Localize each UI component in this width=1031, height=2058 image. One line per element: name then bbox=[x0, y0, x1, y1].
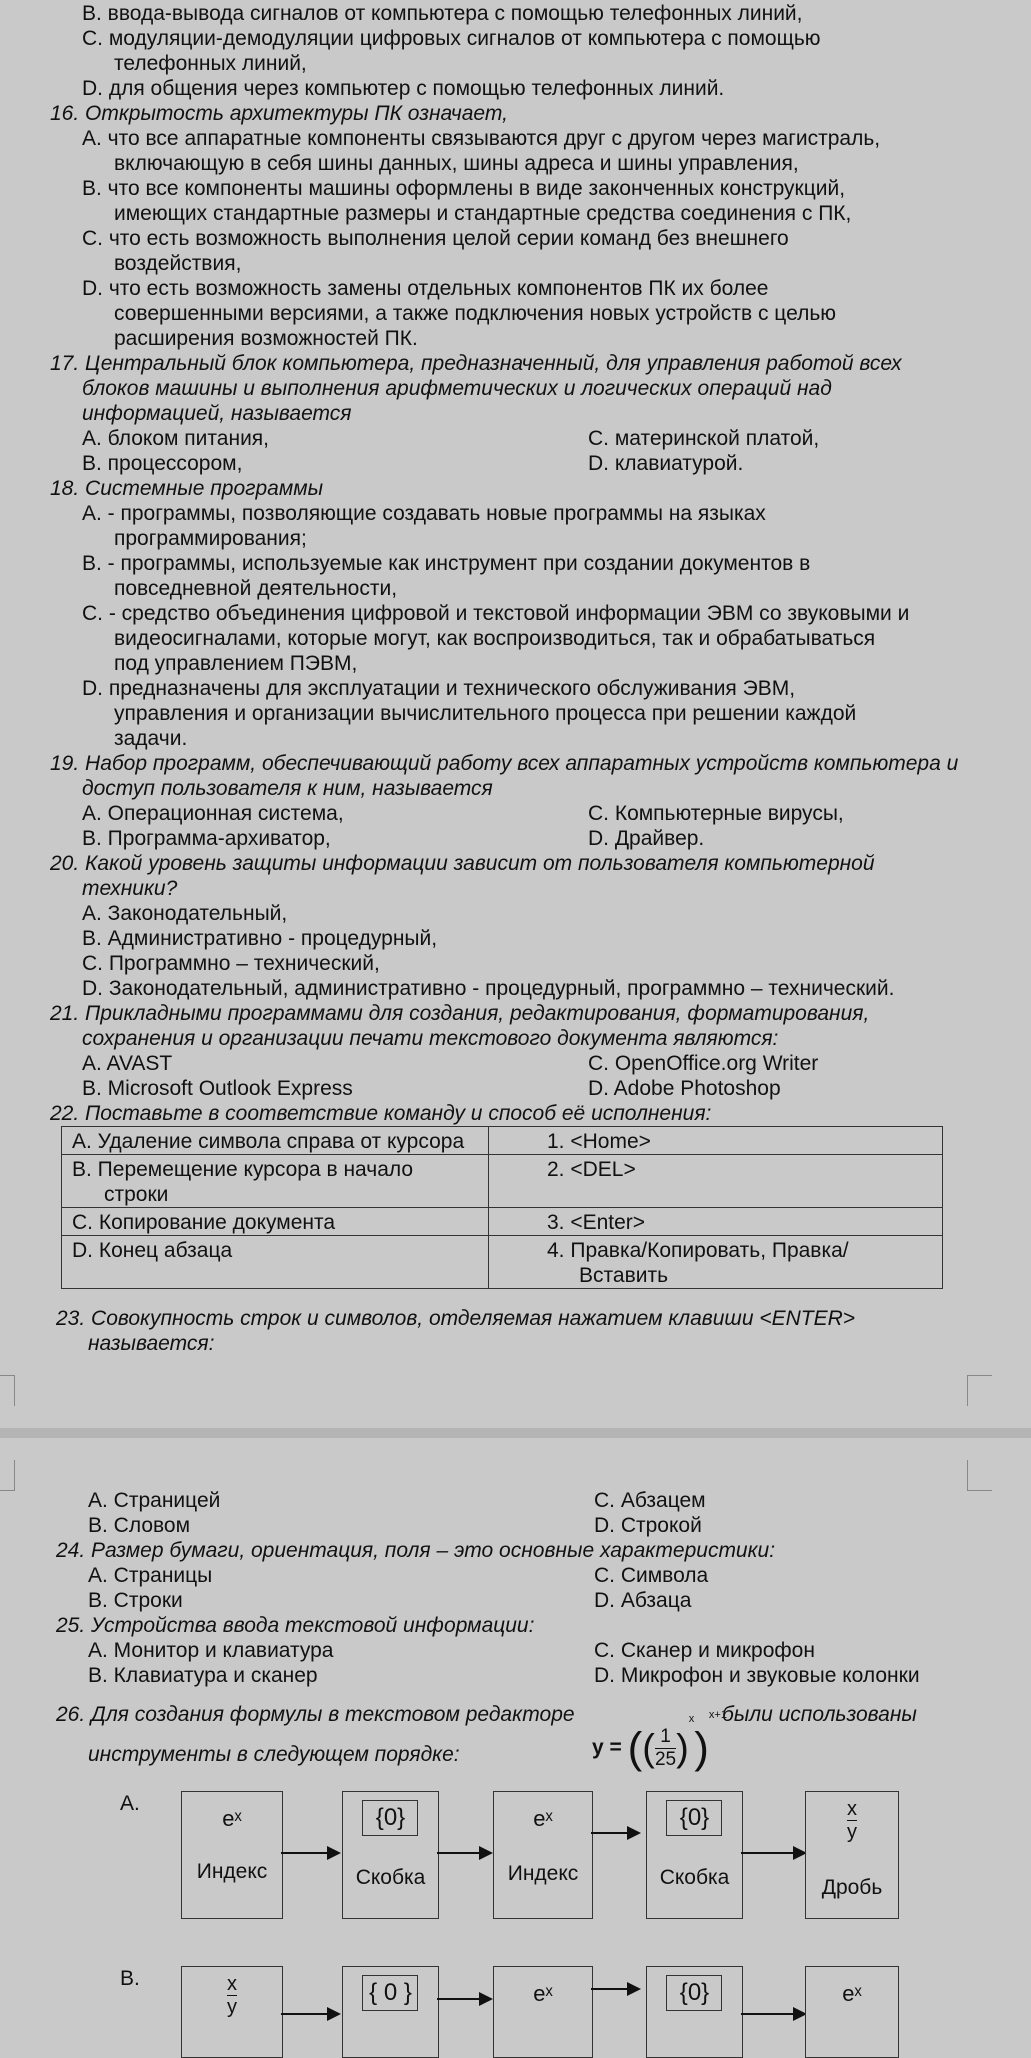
q25-option-d: D. Микрофон и звуковые колонки bbox=[594, 1664, 920, 1687]
tool-label: Скобка bbox=[355, 1866, 426, 1889]
q22-left-a: A. Удаление символа справа от курсора bbox=[72, 1130, 465, 1153]
bracket-icon: {0} bbox=[375, 1804, 406, 1831]
q20-option-c: C. Программно – технический, bbox=[82, 952, 380, 975]
index-icon: eˣ bbox=[533, 1806, 553, 1831]
formula-outer-exp: x+1 bbox=[708, 1709, 727, 1721]
q18-option-d-cont: управления и организации вычислительного процесса при решении каждой bbox=[114, 702, 857, 725]
q25-option-a: A. Монитор и клавиатура bbox=[88, 1639, 334, 1662]
q24-title: 24. Размер бумаги, ориентация, поля – это основные характеристики: bbox=[56, 1539, 776, 1562]
q20-title-cont: техники? bbox=[82, 877, 178, 900]
q26-title: 26. Для создания формулы в текстовом редакторе bbox=[56, 1703, 575, 1726]
q19-option-d: D. Драйвер. bbox=[588, 827, 705, 850]
q16-option-d: D. что есть возможность замены отдельных компонентов ПК их более bbox=[82, 277, 769, 300]
q21-title: 21. Прикладными программами для создания, редактирования, форматирования, bbox=[50, 1002, 870, 1025]
q16-title: 16. Открытость архитектуры ПК означает, bbox=[50, 102, 508, 125]
q22-title: 22. Поставьте в соответствие команду и способ её исполнения: bbox=[50, 1102, 712, 1125]
q18-option-d: D. предназначены для эксплуатации и технического обслуживания ЭВМ, bbox=[82, 677, 796, 700]
q18-option-d-cont2: задачи. bbox=[114, 727, 188, 750]
q19-title-cont: доступ пользователя к ним, называется bbox=[82, 777, 493, 800]
q16-option-a: A. что все аппаратные компоненты связываются друг с другом через магистраль, bbox=[82, 127, 881, 150]
q23-option-a: A. Страницей bbox=[88, 1489, 221, 1512]
arrow-icon bbox=[281, 2013, 339, 2015]
q18-option-c: C. - средство объединения цифровой и текстовой информации ЭВМ со звуковыми и bbox=[82, 602, 910, 625]
q26-option-b-label: B. bbox=[120, 1967, 140, 1990]
formula-inner-exp: x bbox=[688, 1713, 695, 1725]
q22-right-2: 2. <DEL> bbox=[547, 1158, 636, 1181]
q17-title: 17. Центральный блок компьютера, предназначенный, для управления работой всех bbox=[50, 352, 902, 375]
q19-option-b: B. Программа-архиватор, bbox=[82, 827, 331, 850]
q22-right-1: 1. <Home> bbox=[547, 1130, 651, 1153]
tool-label: Индекс bbox=[196, 1860, 268, 1883]
q25-title: 25. Устройства ввода текстовой информации: bbox=[56, 1614, 535, 1637]
q20-option-d: D. Законодательный, административно - процедурный, программно – технический. bbox=[82, 977, 895, 1000]
q24-option-d: D. Абзаца bbox=[594, 1589, 692, 1612]
q15-option-b: B. ввода-вывода сигналов от компьютера с помощью телефонных линий, bbox=[82, 2, 803, 25]
tool-box-bracket bbox=[646, 1966, 743, 2058]
formula-y: y = bbox=[592, 1736, 622, 1759]
q19-option-a: A. Операционная система, bbox=[82, 802, 344, 825]
tool-box-fraction bbox=[181, 1966, 283, 2058]
formula-denominator: 25 bbox=[654, 1748, 677, 1770]
tool-box-fraction bbox=[805, 1791, 899, 1919]
tool-label: Скобка bbox=[659, 1866, 730, 1889]
arrow-icon bbox=[281, 1852, 339, 1854]
page-break bbox=[0, 1428, 1031, 1438]
q26-title-post: были использованы bbox=[722, 1703, 917, 1726]
q20-title: 20. Какой уровень защиты информации зависит от пользователя компьютерной bbox=[50, 852, 875, 875]
q24-option-a: A. Страницы bbox=[88, 1564, 213, 1587]
q22-left-c: C. Копирование документа bbox=[72, 1211, 336, 1234]
q23-option-b: B. Словом bbox=[88, 1514, 191, 1537]
tool-box-bracket bbox=[342, 1791, 439, 1919]
q17-option-d: D. клавиатурой. bbox=[588, 452, 744, 475]
q15-option-d: D. для общения через компьютер с помощью телефонных линий. bbox=[82, 77, 725, 100]
tool-box-index bbox=[493, 1791, 593, 1919]
q16-option-a-cont: включающую в себя шины данных, шины адреса и шины управления, bbox=[114, 152, 799, 175]
index-icon: eˣ bbox=[533, 1981, 553, 2006]
q20-option-b: B. Административно - процедурный, bbox=[82, 927, 438, 950]
q21-option-c: C. OpenOffice.org Writer bbox=[588, 1052, 819, 1075]
q18-option-b: B. - программы, используемые как инструмент при создании документов в bbox=[82, 552, 811, 575]
table-row bbox=[62, 1127, 943, 1155]
arrow-icon bbox=[591, 1832, 639, 1834]
q23-option-d: D. Строкой bbox=[594, 1514, 702, 1537]
q17-title-cont: блоков машины и выполнения арифметических и логических операций над bbox=[82, 377, 832, 400]
table-row bbox=[62, 1236, 943, 1289]
q16-option-d-cont2: расширения возможностей ПК. bbox=[114, 327, 418, 350]
arrow-icon bbox=[741, 1852, 805, 1854]
q23-option-c: C. Абзацем bbox=[594, 1489, 706, 1512]
q23-title-cont: называется: bbox=[88, 1332, 215, 1355]
index-icon: eˣ bbox=[222, 1806, 242, 1831]
q16-option-b: B. что все компоненты машины оформлены в виде законченных конструкций, bbox=[82, 177, 846, 200]
q17-option-a: A. блоком питания, bbox=[82, 427, 270, 450]
tool-box-index bbox=[805, 1966, 899, 2058]
q18-option-c-cont2: под управлением ПЭВМ, bbox=[114, 652, 358, 675]
q19-option-c: C. Компьютерные вирусы, bbox=[588, 802, 844, 825]
q17-option-c: C. материнской платой, bbox=[588, 427, 820, 450]
q15-option-c: C. модуляции-демодуляции цифровых сигналов от компьютера с помощью bbox=[82, 27, 821, 50]
q18-option-a: A. - программы, позволяющие создавать новые программы на языках bbox=[82, 502, 766, 525]
formula-numerator: 1 bbox=[660, 1725, 671, 1747]
q21-option-d: D. Adobe Photoshop bbox=[588, 1077, 781, 1100]
q24-option-b: B. Строки bbox=[88, 1589, 183, 1612]
tool-box-index bbox=[493, 1966, 593, 2058]
q21-option-a: A. AVAST bbox=[82, 1052, 173, 1075]
q22-right-3: 3. <Enter> bbox=[547, 1211, 646, 1234]
arrow-icon bbox=[437, 1852, 491, 1854]
q19-title: 19. Набор программ, обеспечивающий работу всех аппаратных устройств компьютера и bbox=[50, 752, 959, 775]
q23-title: 23. Совокупность строк и символов, отделяемая нажатием клавиши <ENTER> bbox=[56, 1307, 856, 1330]
page-corner-mark bbox=[0, 1375, 15, 1406]
page-corner-mark bbox=[967, 1375, 992, 1406]
document-page-2 bbox=[0, 1438, 1031, 2040]
q16-option-c: C. что есть возможность выполнения целой серии команд без внешнего bbox=[82, 227, 789, 250]
page-corner-mark bbox=[967, 1460, 992, 1491]
tool-box-bracket bbox=[342, 1966, 439, 2058]
q17-title-cont2: информацией, называется bbox=[82, 402, 352, 425]
q22-left-d: D. Конец абзаца bbox=[72, 1239, 233, 1262]
arrow-icon bbox=[437, 1998, 491, 2000]
q25-option-b: B. Клавиатура и сканер bbox=[88, 1664, 318, 1687]
q21-option-b: B. Microsoft Outlook Express bbox=[82, 1077, 353, 1100]
q26-formula: y = (( $\frac{1}{25}$ )$^x$)$^{x+1}$ bbox=[592, 1709, 727, 1773]
q17-option-b: B. процессором, bbox=[82, 452, 243, 475]
q22-left-b: B. Перемещение курсора в начало строки bbox=[72, 1158, 414, 1206]
q26-title-cont: инструменты в следующем порядке: bbox=[88, 1743, 460, 1766]
q16-option-c-cont: воздействия, bbox=[114, 252, 242, 275]
q25-option-c: C. Сканер и микрофон bbox=[594, 1639, 815, 1662]
q16-option-b-cont: имеющих стандартные размеры и стандартные средства соединения с ПК, bbox=[114, 202, 852, 225]
tool-label: Дробь bbox=[821, 1876, 883, 1899]
bracket-icon: { 0 } bbox=[369, 1979, 412, 2006]
q15-option-c-cont: телефонных линий, bbox=[114, 52, 307, 75]
q22-matching-table bbox=[61, 1126, 943, 1289]
q20-option-a: A. Законодательный, bbox=[82, 902, 288, 925]
fraction-icon: $\frac{x}{y}$ bbox=[227, 1973, 237, 2018]
tool-box-bracket bbox=[646, 1791, 743, 1919]
table-row bbox=[62, 1208, 943, 1236]
arrow-icon bbox=[741, 2013, 805, 2015]
q22-right-4: 4. Правка/Копировать, Правка/Вставить bbox=[547, 1239, 849, 1287]
q21-title-cont: сохранения и организации печати текстового документа являются: bbox=[82, 1027, 779, 1050]
index-icon: eˣ bbox=[842, 1981, 862, 2006]
table-row bbox=[62, 1155, 943, 1208]
q26-option-a-label: A. bbox=[120, 1792, 140, 1815]
arrow-icon bbox=[591, 1988, 639, 1990]
fraction-icon: $\frac{x}{y}$ bbox=[847, 1798, 857, 1843]
tool-box-index bbox=[181, 1791, 283, 1919]
q18-option-b-cont: повседневной деятельности, bbox=[114, 577, 398, 600]
tool-label: Индекс bbox=[507, 1862, 579, 1885]
bracket-icon: {0} bbox=[679, 1979, 710, 2006]
q16-option-d-cont: совершенными версиями, а также подключения новых устройств с целью bbox=[114, 302, 837, 325]
q18-option-a-cont: программирования; bbox=[114, 527, 307, 550]
bracket-icon: {0} bbox=[679, 1804, 710, 1831]
page-corner-mark bbox=[0, 1460, 15, 1491]
q18-option-c-cont: видеосигналами, которые могут, как воспроизводиться, так и обрабатываться bbox=[114, 627, 876, 650]
q24-option-c: C. Символа bbox=[594, 1564, 709, 1587]
q18-title: 18. Системные программы bbox=[50, 477, 324, 500]
